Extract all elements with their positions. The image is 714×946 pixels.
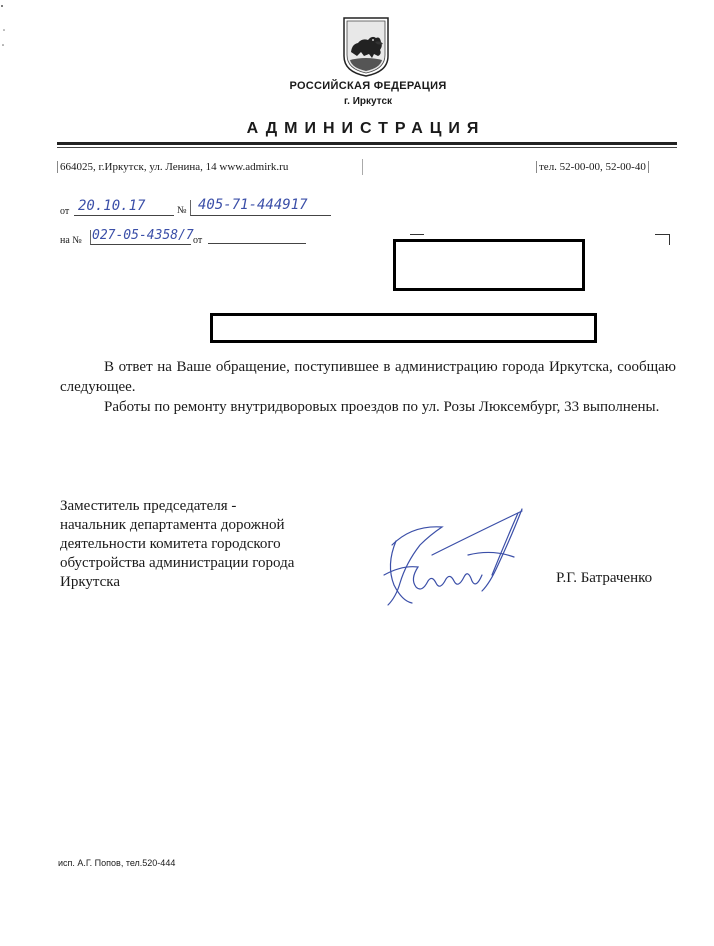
- handwritten-signature: [372, 505, 532, 615]
- signer-position-line: деятельности комитета городского: [60, 536, 281, 552]
- redacted-addressee: [393, 239, 585, 291]
- redacted-salutation: [210, 313, 597, 343]
- letterhead-city: г. Иркутск: [343, 96, 393, 107]
- scan-edge-noise: [0, 0, 8, 941]
- letterhead-address: 664025, г.Иркутск, ул. Ленина, 14 www.admirk.ru: [57, 161, 288, 173]
- signer-position-line: Заместитель председателя -: [60, 498, 237, 514]
- letterhead-country: РОССИЙСКАЯ ФЕДЕРАЦИЯ: [289, 80, 447, 92]
- addressee-corner-right: [655, 234, 670, 245]
- reply-date-line: [208, 230, 306, 244]
- signer-position-line: Иркутска: [60, 574, 121, 590]
- date-label: от: [60, 206, 70, 217]
- letterhead-divider-thick: [57, 142, 677, 145]
- address-separator: [362, 159, 363, 175]
- letter-body: [60, 357, 676, 417]
- date-handwritten: 20.10.17: [78, 198, 146, 214]
- reply-number-handwritten: 027-05-4358/7: [92, 228, 194, 243]
- letterhead-phones: тел. 52-00-00, 52-00-40: [536, 161, 649, 173]
- number-handwritten: 405-71-444917: [198, 197, 308, 213]
- body-paragraph-1: В ответ на Ваше обращение, поступившее в администрацию города Иркутска, сообщаю следующее.: [60, 359, 676, 395]
- signer-name: Р.Г. Батраченко: [556, 570, 653, 586]
- executor-note: исп. А.Г. Попов, тел.520-444: [58, 858, 176, 868]
- body-paragraph-2: Работы по ремонту внутридворовых проездов по ул. Розы Люксембург, 33 выполнены.: [104, 399, 660, 415]
- reply-date-label: от: [193, 235, 203, 246]
- irkutsk-coat-of-arms-icon: [342, 16, 390, 78]
- letterhead-divider-thin: [57, 147, 677, 148]
- reply-number-label: на №: [60, 235, 82, 246]
- signer-position: [60, 497, 360, 592]
- number-label: №: [177, 205, 187, 216]
- signer-position-line: обустройства администрации города: [60, 555, 295, 571]
- signer-position-line: начальник департамента дорожной: [60, 517, 285, 533]
- letterhead-title: АДМИНИСТРАЦИЯ: [246, 120, 486, 137]
